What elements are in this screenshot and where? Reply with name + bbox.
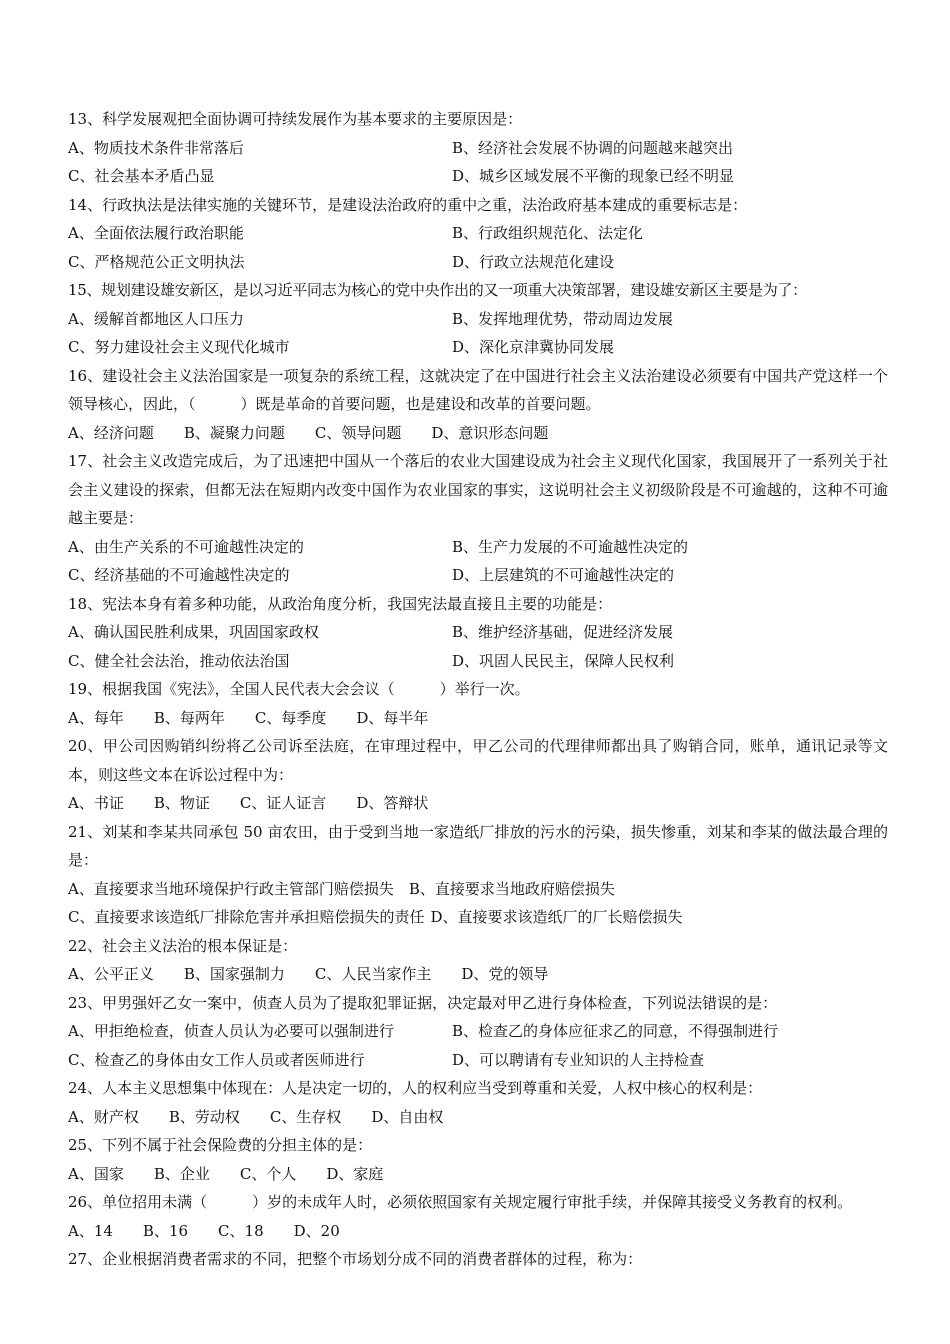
option-c: C、领导问题 xyxy=(314,423,402,442)
question-18 xyxy=(68,590,888,676)
question-23 xyxy=(68,989,888,1075)
question-stem: 23、甲男强奸乙女一案中，侦查人员为了提取犯罪证据，决定最对甲乙进行身体检查，下列说法错误的是： xyxy=(68,993,778,1012)
option-b: B、企业 xyxy=(153,1164,210,1183)
option-a: A、直接要求当地环境保护行政主管部门赔偿损失 xyxy=(68,879,394,898)
option-a: A、每年 xyxy=(68,708,124,727)
question-stem: 25、下列不属于社会保险费的分担主体的是： xyxy=(68,1136,373,1154)
option-d: D、20 xyxy=(293,1221,340,1240)
option-c: C、人民当家作主 xyxy=(314,965,432,983)
option-d: D、行政立法规范化建设 xyxy=(452,252,615,271)
question-24 xyxy=(68,1074,888,1131)
question-stem: 22、社会主义法治的根本保证是： xyxy=(68,936,298,955)
option-d: D、家庭 xyxy=(326,1164,384,1183)
question-stem: 16、建设社会主义法治国家是一项复杂的系统工程，这就决定了在中国进行社会主义法治建设必须要有中国共产党这样一个领导核心，因此，（ ）既是革命的首要问题，也是建设和改革的首要问题。 xyxy=(68,366,888,413)
option-d: D、自由权 xyxy=(371,1107,444,1126)
option-a: A、经济问题 xyxy=(68,423,154,442)
option-d: D、巩固人民民主，保障人民权利 xyxy=(452,651,675,670)
option-c: C、严格规范公正文明执法 xyxy=(68,252,245,271)
option-c: C、社会基本矛盾凸显 xyxy=(68,167,215,185)
option-c: C、检查乙的身体由女工作人员或者医师进行 xyxy=(68,1050,365,1069)
question-stem: 19、根据我国《宪法》，全国人民代表大会会议（ ）举行一次。 xyxy=(68,680,530,698)
question-stem: 14、行政执法是法律实施的关键环节，是建设法治政府的重中之重，法治政府基本建成的重要标志是： xyxy=(68,195,748,214)
question-27 xyxy=(68,1245,888,1274)
option-d: D、答辩状 xyxy=(356,794,429,812)
option-b: B、凝聚力问题 xyxy=(183,423,285,442)
option-c: C、努力建设社会主义现代化城市 xyxy=(68,338,290,356)
question-stem: 13、科学发展观把全面协调可持续发展作为基本要求的主要原因是： xyxy=(68,110,523,128)
question-19 xyxy=(68,675,888,732)
question-15 xyxy=(68,276,888,362)
question-25 xyxy=(68,1131,888,1188)
option-b: B、16 xyxy=(142,1221,189,1240)
option-a: A、公平正义 xyxy=(68,965,154,983)
option-c: C、健全社会法治，推动依法治国 xyxy=(68,651,290,670)
option-b: B、生产力发展的不可逾越性决定的 xyxy=(452,537,689,556)
question-21 xyxy=(68,818,888,932)
option-d: D、每半年 xyxy=(356,708,429,727)
option-a: A、书证 xyxy=(68,794,124,812)
question-13 xyxy=(68,105,888,191)
question-16 xyxy=(68,362,888,448)
question-stem: 17、社会主义改造完成后，为了迅速把中国从一个落后的农业大国建设成为社会主义现代化国家，我国展开了一系列关于社会主义建设的探索，但都无法在短期内改变中国作为农业国家的事实，这说明社会主义初级阶段是不可逾越的，这种不可逾越主要是： xyxy=(68,452,888,527)
option-a: A、缓解首都地区人口压力 xyxy=(68,309,244,328)
option-d: D、上层建筑的不可逾越性决定的 xyxy=(452,566,675,584)
option-d: D、党的领导 xyxy=(461,965,549,983)
option-d: D、意识形态问题 xyxy=(431,423,549,442)
question-stem: 15、规划建设雄安新区，是以习近平同志为核心的党中央作出的又一项重大决策部署，建设雄安新区主要是为了： xyxy=(68,281,807,299)
option-a: A、由生产关系的不可逾越性决定的 xyxy=(68,537,304,556)
question-stem: 27、企业根据消费者需求的不同，把整个市场划分成不同的消费者群体的过程，称为： xyxy=(68,1250,643,1268)
option-a: A、14 xyxy=(68,1221,113,1240)
option-b: B、每两年 xyxy=(153,708,225,727)
option-c: C、直接要求该造纸厂排除危害并承担赔偿损失的责任 xyxy=(68,908,425,926)
option-b: B、物证 xyxy=(153,794,210,812)
question-26 xyxy=(68,1188,888,1245)
option-a: A、确认国民胜利成果，巩固国家政权 xyxy=(68,623,319,641)
option-b: B、维护经济基础，促进经济发展 xyxy=(452,623,674,641)
option-a: A、国家 xyxy=(68,1164,124,1183)
question-stem: 21、刘某和李某共同承包 50 亩农田，由于受到当地一家造纸厂排放的污水的污染，损失惨重，刘某和李某的做法最合理的是： xyxy=(68,822,888,869)
option-b: B、发挥地理优势，带动周边发展 xyxy=(452,309,674,328)
option-a: A、物质技术条件非常落后 xyxy=(68,138,244,157)
option-d: D、深化京津冀协同发展 xyxy=(452,338,615,356)
option-c: C、证人证言 xyxy=(239,794,327,812)
option-b: B、国家强制力 xyxy=(183,965,285,983)
option-b: B、检查乙的身体应征求乙的同意，不得强制进行 xyxy=(452,1022,779,1040)
option-a: A、甲拒绝检查，侦查人员认为必要可以强制进行 xyxy=(68,1022,394,1040)
option-c: C、18 xyxy=(218,1221,264,1240)
question-stem: 26、单位招用未满（ ）岁的未成年人时，必须依照国家有关规定履行审批手续，并保障其接受义务教育的权利。 xyxy=(68,1193,853,1211)
option-d: D、城乡区域发展不平衡的现象已经不明显 xyxy=(452,167,735,185)
option-d: D、可以聘请有专业知识的人主持检查 xyxy=(452,1050,705,1069)
question-stem: 20、甲公司因购销纠纷将乙公司诉至法庭，在审理过程中，甲乙公司的代理律师都出具了购销合同，账单，通讯记录等文本，则这些文本在诉讼过程中为： xyxy=(68,737,888,784)
exam-page xyxy=(68,105,888,1274)
question-17 xyxy=(68,447,888,590)
question-14 xyxy=(68,191,888,277)
option-c: C、个人 xyxy=(239,1164,297,1183)
option-b: B、直接要求当地政府赔偿损失 xyxy=(408,879,615,898)
option-c: C、每季度 xyxy=(254,708,327,727)
question-stem: 18、宪法本身有着多种功能，从政治角度分析，我国宪法最直接且主要的功能是： xyxy=(68,594,613,613)
question-22 xyxy=(68,932,888,989)
option-c: C、经济基础的不可逾越性决定的 xyxy=(68,566,290,584)
option-b: B、经济社会发展不协调的问题越来越突出 xyxy=(452,138,734,157)
question-stem: 24、人本主义思想集中体现在：人是决定一切的，人的权利应当受到尊重和关爱，人权中核心的权利是： xyxy=(68,1079,763,1097)
question-20 xyxy=(68,732,888,818)
option-b: B、劳动权 xyxy=(168,1107,240,1126)
option-b: B、行政组织规范化、法定化 xyxy=(452,224,644,242)
option-a: A、全面依法履行政治职能 xyxy=(68,224,244,242)
option-c: C、生存权 xyxy=(269,1107,342,1126)
option-d: D、直接要求该造纸厂的厂长赔偿损失 xyxy=(430,908,683,926)
option-a: A、财产权 xyxy=(68,1107,139,1126)
